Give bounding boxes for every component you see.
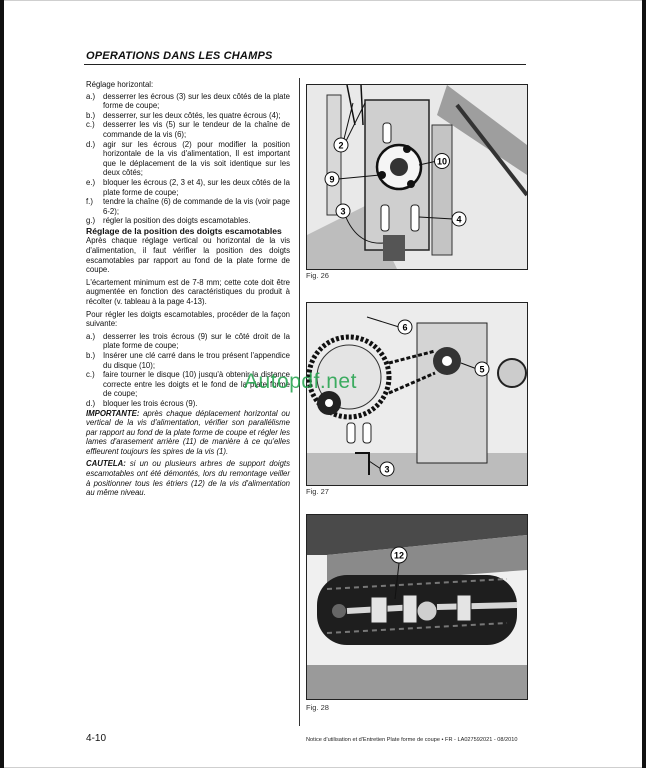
list-item: d.) bloquer les trois écrous (9). [86,398,198,408]
figure-27-image [306,302,528,486]
fig26-callout: 4 [456,214,462,225]
list-item: c.) faire tourner le disque (10) jusqu'à obtenir la distance correcte entre les doigts et le fond de la plate forme de coupe; [86,370,290,399]
list-item: b.) Insérer une clé carré dans le trou présent l'appendice du disque (10); [86,350,290,370]
fig26-callout: 9 [329,174,335,185]
list-item: a.) desserrer les écrous (3) sur les deux côtés de la plate forme de coupe; [86,91,290,111]
text-column [86,80,290,501]
figure-28-image [306,514,528,700]
fig28-callout: 12 [393,550,405,561]
list-item: g.) régler la position des doigts escamotables. [86,216,251,226]
figure-26-image [306,84,528,270]
scan-edge-right [642,0,646,768]
important-note: IMPORTANTE: après chaque déplacement horizontal ou vertical de la vis d'alimentation, vérifier son parallélisme par rapport au fond de la plate forme de coupe et régler les lames d'arasement arrière (11) de manière à ce qu'elles effleurent toujours les spires de la vis (1). [86,408,290,456]
page-number: 4-10 [86,733,107,744]
figure-27-caption: Fig. 27 [306,487,329,496]
list-item: c.) desserrer les vis (5) sur le tendeur de la chaîne de commande de la vis (6); [86,120,290,139]
page-header-title: OPERATIONS DANS LES CHAMPS [86,50,273,62]
fig27-callout: 6 [402,322,408,333]
section-horizontal-title: Réglage horizontal: [86,80,154,89]
figure-28-caption: Fig. 28 [306,703,329,712]
list-item: a.) desserrer les trois écrous (9) sur le côté droit de la plate forme de coupe; [86,331,290,351]
fig26-callout: 3 [340,206,346,217]
section-fingers-title: Réglage de la position des doigts escamotables [86,225,282,236]
paragraph: Après chaque réglage vertical ou horizontal de la vis d'alimentation, il faut vérifier la position des doigts escamotables par rapport au fond de la plate forme de coupe. [86,236,290,275]
list-item: f.) tendre la chaîne (6) de commande de la vis (voir page 6-2); [86,197,290,216]
list-item: d.) agir sur les écrous (2) pour modifier la position horizontale de la vis d'alimentation, Il est important que le déplacement de la vis soit identique sur les deux côtés; [86,139,290,178]
paragraph: L'écartement minimum est de 7-8 mm; cette cote doit être augmentée en fonction des caractéristiques du produit à récolter (v. tableau à la page 4-13). [86,277,290,306]
column-divider [299,78,300,726]
scan-edge-left [0,0,4,768]
watermark: Autopdf.net [244,370,357,393]
fig26-callout: 10 [436,156,448,167]
figure-26-caption: Fig. 26 [306,271,329,280]
caution-note: CAUTELA: si un ou plusieurs arbres de support doigts escamotables ont été démontés, lors du remontage veiller à positionner tous les étriers (12) de la vis d'alimentation au même niveau. [86,459,290,498]
fig27-callout: 5 [479,364,485,375]
fig26-callout: 2 [338,140,344,151]
list-item: e.) bloquer les écrous (2, 3 et 4), sur les deux côtés de la plate forme de coupe; [86,177,290,197]
paragraph: Pour régler les doigts escamotables, procéder de la façon suivante: [86,309,290,329]
footer-text: Notice d'utilisation et d'Entretien Plate forme de coupe • FR - LA027592021 - 08/2010 [306,737,518,743]
list-item: b.) desserrer, sur les deux côtés, les quatre écrous (4); [86,110,281,120]
fig27-callout: 3 [384,464,390,475]
header-rule [84,64,526,65]
